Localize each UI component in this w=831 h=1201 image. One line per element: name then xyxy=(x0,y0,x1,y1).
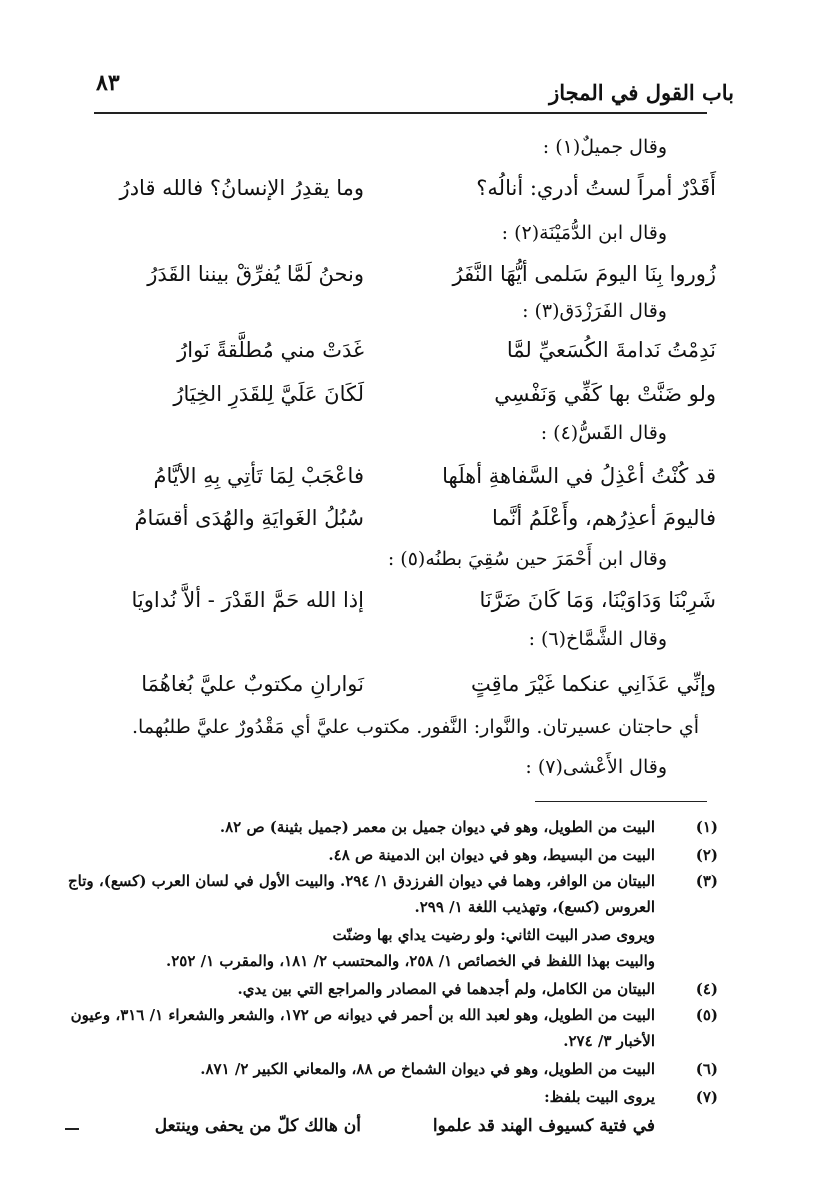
verse-6-second-hemistich: سُبُلُ الغَوايَةِ والهُدَى أقسَامُ xyxy=(134,506,364,530)
verse-6-first-hemistich: فاليومَ أعذِرُهم، وأَعْلَمُ أنَّما xyxy=(491,506,716,530)
poet-intro-jamil: وقال جميلٌ(١) : xyxy=(542,136,667,158)
verse-4-second-hemistich: لَكَانَ عَلَيَّ لِلقَدَرِ الخِيَارُ xyxy=(173,382,364,406)
verse-3-first-hemistich: نَدِمْتُ نَدامةَ الكُسَعيِّ لمَّا xyxy=(506,338,716,362)
footnote-number: (٣) xyxy=(695,872,718,890)
footnote-text: ويروى صدر البيت الثاني: ولو رضيت يداي بها وضنّت xyxy=(332,926,655,944)
margin-mark xyxy=(65,1128,79,1130)
running-header-title: باب القول في المجاز xyxy=(549,80,734,105)
verse-8-first-hemistich: وإنِّي عَذَانِي عنكما غَيْرَ ماقِتٍ xyxy=(471,672,716,696)
footnote-text: البيت من الطويل، وهو لعبد الله بن أحمر في ديوانه ص ١٧٢، والشعر والشعراء ١/ ٣١٦، وعيون xyxy=(70,1006,655,1024)
footnote-number: (١) xyxy=(695,818,718,836)
footnote-text: البيتان من الوافر، وهما في ديوان الفرزدق ١/ ٢٩٤. والبيت الأول في لسان العرب (كسع)، وتاج xyxy=(67,872,655,890)
verse-3-second-hemistich: غَدَتْ مني مُطلَّقةً نَوارُ xyxy=(177,338,364,362)
footnote-text: يروى البيت بلفظ: xyxy=(544,1088,655,1106)
verse-2-second-hemistich: ونحنُ لَمَّا يُفرِّقْ بيننا القَدَرُ xyxy=(147,262,364,286)
poet-intro-ibn-ahmar: وقال ابن أَحْمَرَ حين سُقِيَ بطنُه(٥) : xyxy=(387,548,667,570)
verse-1-second-hemistich: وما يقدِرُ الإنسانُ؟ فالله قادرُ xyxy=(119,176,364,200)
footnote-text: الأخبار ٣/ ٢٧٤. xyxy=(563,1032,655,1050)
poet-intro-shammakh: وقال الشَّمَّاخ(٦) : xyxy=(528,628,667,650)
poet-intro-asha: وقال الأَعْشى(٧) : xyxy=(525,756,667,778)
footnote-verse-first-hemistich: في فتية كسيوف الهند قد علموا xyxy=(432,1116,655,1136)
header-rule xyxy=(94,112,707,114)
footnote-number: (٢) xyxy=(695,846,718,864)
gloss-paragraph: أي حاجتان عسيرتان. والنَّوار: النَّفور. مكتوب عليَّ أي مَقْدُورٌ عليَّ طلبُهما. xyxy=(132,716,699,738)
footnote-number: (٤) xyxy=(695,980,718,998)
verse-4-first-hemistich: ولو ضَنَّتْ بها كَفِّي وَنَفْسِي xyxy=(494,382,716,406)
verse-8-second-hemistich: نَوارانِ مكتوبٌ عليَّ بُغاهُمَا xyxy=(141,672,364,696)
footnote-number: (٧) xyxy=(695,1088,718,1106)
verse-7-second-hemistich: إذا الله حَمَّ القَدْرَ - ألاَّ نُداويَا xyxy=(131,588,364,612)
footnote-rule xyxy=(535,801,707,802)
footnote-text: والبيت بهذا اللفظ في الخصائص ١/ ٢٥٨، والمحتسب ٢/ ١٨١، والمقرب ١/ ٢٥٢. xyxy=(165,952,655,970)
footnote-verse-second-hemistich: أن هالك كلّ من يحفى وينتعل xyxy=(154,1116,361,1136)
footnote-text: العروس (كسع)، وتهذيب اللغة ١/ ٢٩٩. xyxy=(414,898,655,916)
verse-5-second-hemistich: فاعْجَبْ لِمَا تَأتِي بِهِ الأيَّامُ xyxy=(153,464,364,488)
footnote-text: البيت من الطويل، وهو في ديوان الشماخ ص ٨٨، والمعاني الكبير ٢/ ٨٧١. xyxy=(200,1060,655,1078)
footnote-text: البيت من الطويل، وهو في ديوان جميل بن معمر (جميل بثينة) ص ٨٢. xyxy=(219,818,655,836)
verse-1-first-hemistich: أَقَدْرٌ أمراً لستُ أدري: أنالُه؟ xyxy=(476,176,716,200)
poet-intro-qass: وقال القَسُّ(٤) : xyxy=(540,422,667,444)
footnote-text: البيت من البسيط، وهو في ديوان ابن الدمينة ص ٤٨. xyxy=(328,846,655,864)
footnote-text: البيتان من الكامل، ولم أجدهما في المصادر والمراجع التي بين يدي. xyxy=(237,980,655,998)
page-number: ٨٣ xyxy=(96,70,120,96)
verse-2-first-hemistich: زُوروا بِنَا اليومَ سَلمى أيُّهَا النَّفَرُ xyxy=(452,262,716,286)
poet-intro-ibn-dumayna: وقال ابن الدُّمَيْنَة(٢) : xyxy=(501,222,667,244)
verse-5-first-hemistich: قد كُنْتُ أعْذِلُ في السَّفاهةِ أهلَها xyxy=(442,464,716,488)
footnote-number: (٥) xyxy=(695,1006,718,1024)
poet-intro-farazdaq: وقال الفَرَزْدَق(٣) : xyxy=(522,300,667,322)
footnote-number: (٦) xyxy=(695,1060,718,1078)
verse-7-first-hemistich: شَرِبْنَا وَدَاوَيْنَا، وَمَا كَانَ ضَرَّنَا xyxy=(479,588,716,612)
